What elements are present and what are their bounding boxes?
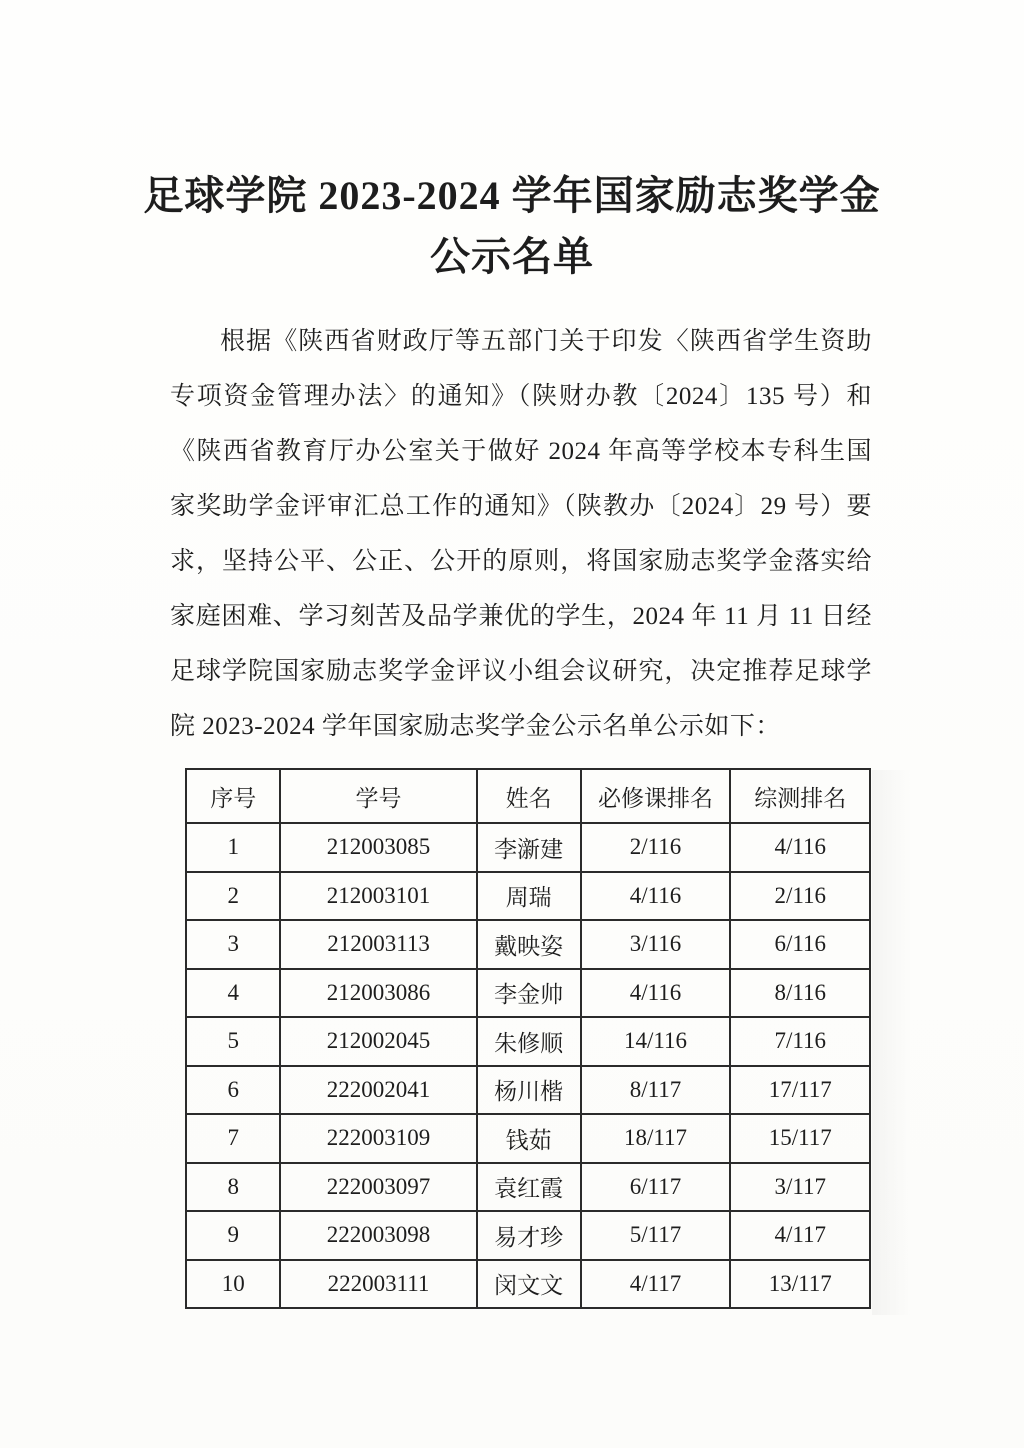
- table-row: [186, 823, 870, 872]
- table-cell: 5: [186, 1017, 280, 1066]
- table-cell: 周瑞: [477, 872, 581, 921]
- table-cell: 212003113: [280, 920, 476, 969]
- table-header: [186, 769, 870, 823]
- scholarship-table: [185, 768, 871, 1309]
- table-cell: 15/117: [730, 1114, 870, 1163]
- table-cell: 李澵建: [477, 823, 581, 872]
- table-row: [186, 1066, 870, 1115]
- table-cell: 10: [186, 1260, 280, 1309]
- table-cell: 222002041: [280, 1066, 476, 1115]
- table-row: [186, 969, 870, 1018]
- title-line-2: 公示名单: [430, 233, 594, 279]
- table-cell: 8: [186, 1163, 280, 1212]
- table-cell: 8/116: [730, 969, 870, 1018]
- body-paragraph: 根据《陕西省财政厅等五部门关于印发〈陕西省学生资助专项资金管理办法〉的通知》（陕财办教〔2024〕135 号）和《陕西省教育厅办公室关于做好 2024 年高等学校本专科生国家奖助学金评审汇总工作的通知》（陕教办〔2024〕29 号）要求，坚持公平、公正、公开的原则，将国家励志奖学金落实给家庭困难、学习刻苦及品学兼优的学生，2024 年 11 月 11 日经足球学院国家励志奖学金评议小组会议研究，决定推荐足球学院 2023-2024 学年国家励志奖学金公示名单公示如下：: [170, 327, 872, 740]
- document-title: [0, 0, 1024, 288]
- table-cell: 9: [186, 1211, 280, 1260]
- table-cell: 18/117: [581, 1114, 731, 1163]
- table-cell: 4/117: [730, 1211, 870, 1260]
- table-cell: 1: [186, 823, 280, 872]
- table-cell: 222003098: [280, 1211, 476, 1260]
- table-cell: 4/116: [730, 823, 870, 872]
- column-header-3: 姓名: [477, 769, 581, 823]
- title-line-1: 足球学院 2023-2024 学年国家励志奖学金: [143, 173, 881, 218]
- table-row: [186, 920, 870, 969]
- table-row: [186, 1211, 870, 1260]
- table-cell: 3/116: [581, 920, 731, 969]
- table-cell: 6/117: [581, 1163, 731, 1212]
- table-cell: 7/116: [730, 1017, 870, 1066]
- table-row: [186, 872, 870, 921]
- table-cell: 2/116: [730, 872, 870, 921]
- table-cell: 戴映姿: [477, 920, 581, 969]
- table-cell: 6/116: [730, 920, 870, 969]
- table-cell: 8/117: [581, 1066, 731, 1115]
- table-cell: 4: [186, 969, 280, 1018]
- table-cell: 5/117: [581, 1211, 731, 1260]
- table-cell: 2/116: [581, 823, 731, 872]
- column-header-4: 必修课排名: [581, 769, 731, 823]
- table-cell: 闵文文: [477, 1260, 581, 1309]
- table-row: [186, 1260, 870, 1309]
- table-cell: 3: [186, 920, 280, 969]
- table-cell: 14/116: [581, 1017, 731, 1066]
- table-cell: 李金帅: [477, 969, 581, 1018]
- table-cell: 袁红霞: [477, 1163, 581, 1212]
- table-cell: 杨川楷: [477, 1066, 581, 1115]
- table-cell: 222003111: [280, 1260, 476, 1309]
- table-cell: 13/117: [730, 1260, 870, 1309]
- column-header-1: 序号: [186, 769, 280, 823]
- table-cell: 222003097: [280, 1163, 476, 1212]
- table-cell: 3/117: [730, 1163, 870, 1212]
- table-cell: 4/116: [581, 872, 731, 921]
- table-body: [186, 823, 870, 1308]
- table-cell: 17/117: [730, 1066, 870, 1115]
- table-cell: 2: [186, 872, 280, 921]
- table-cell: 钱茹: [477, 1114, 581, 1163]
- table-header-row: [186, 769, 870, 823]
- table-cell: 易才珍: [477, 1211, 581, 1260]
- table-cell: 4/116: [581, 969, 731, 1018]
- table-cell: 212002045: [280, 1017, 476, 1066]
- table-cell: 6: [186, 1066, 280, 1115]
- table-row: [186, 1114, 870, 1163]
- table-cell: 212003085: [280, 823, 476, 872]
- table-cell: 朱修顺: [477, 1017, 581, 1066]
- column-header-5: 综测排名: [730, 769, 870, 823]
- table-cell: 212003101: [280, 872, 476, 921]
- table-cell: 222003109: [280, 1114, 476, 1163]
- table-row: [186, 1017, 870, 1066]
- column-header-2: 学号: [280, 769, 476, 823]
- table-row: [186, 1163, 870, 1212]
- table-cell: 4/117: [581, 1260, 731, 1309]
- table-cell: 7: [186, 1114, 280, 1163]
- table-cell: 212003086: [280, 969, 476, 1018]
